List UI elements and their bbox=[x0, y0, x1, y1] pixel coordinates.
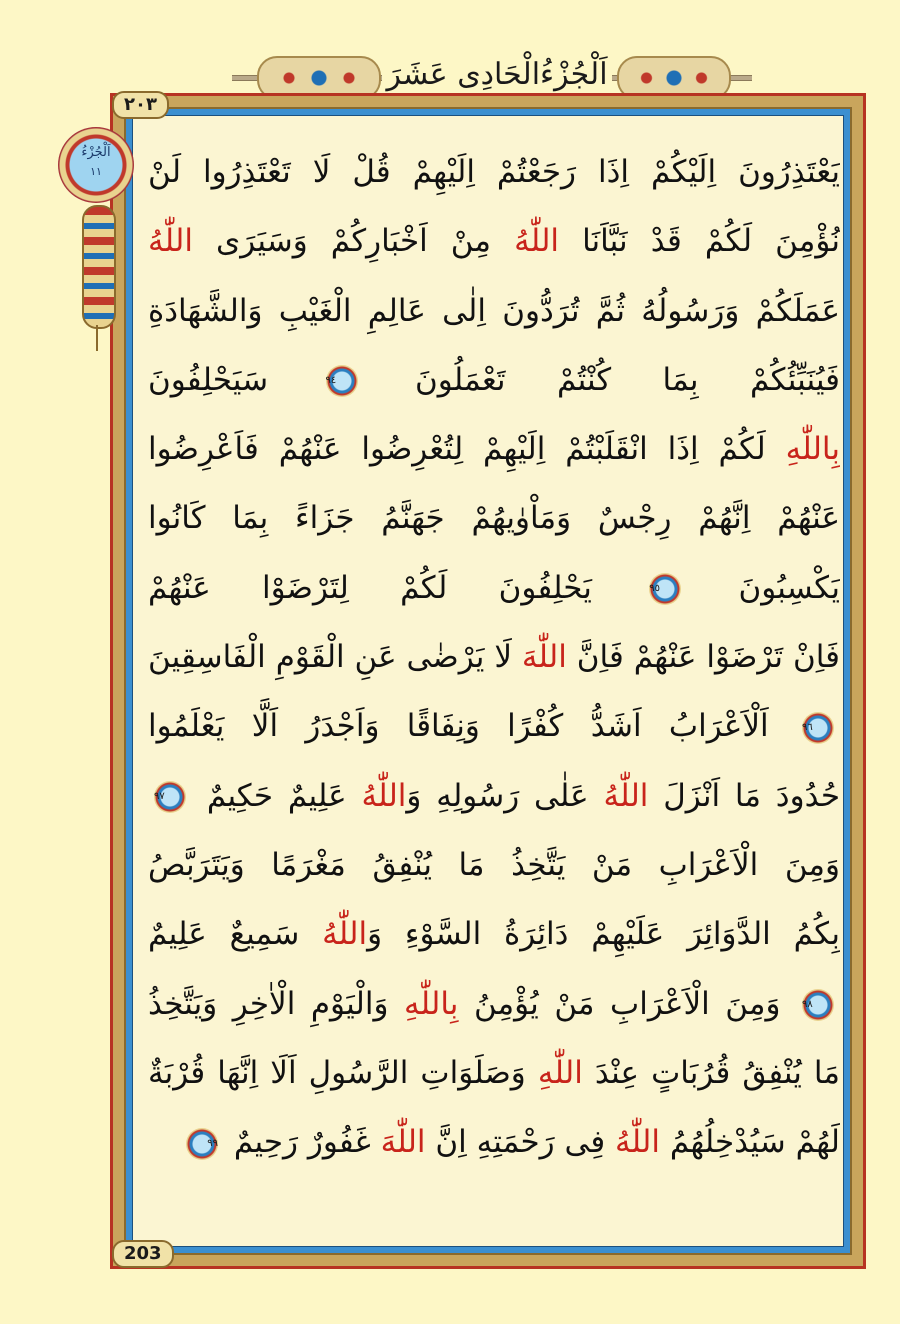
juz-number: ١١ bbox=[90, 165, 102, 178]
verse-text: وَصَلَوَاتِ الرَّسُولِ اَلَا اِنَّهَا قُرْبَةٌ bbox=[148, 1054, 538, 1091]
verse-line bbox=[148, 1039, 840, 1108]
verse-text: فَاِنْ تَرْضَوْا عَنْهُمْ فَاِنَّ bbox=[566, 639, 840, 676]
side-ornament-stem bbox=[96, 325, 98, 351]
verse-text: فَيُنَبِّئُكُمْ بِمَا كُنْتُمْ تَعْمَلُونَ bbox=[363, 361, 840, 398]
divine-name: اللّٰهُ bbox=[148, 223, 193, 260]
verse-text: وَمِنَ الْاَعْرَابِ مَنْ يُؤْمِنُ bbox=[458, 985, 796, 1022]
verse-line bbox=[148, 1108, 840, 1177]
ayah-number-marker: ٩٦ bbox=[802, 712, 834, 744]
verse-line bbox=[148, 692, 840, 761]
verse-text: وَالْيَوْمِ الْاٰخِرِ وَيَتَّخِذُ bbox=[148, 985, 404, 1022]
divine-name: اللّٰهُ bbox=[603, 777, 649, 814]
verse-text: سَيَحْلِفُونَ bbox=[148, 361, 320, 398]
verse-text: مَا يُنْفِقُ قُرُبَاتٍ عِنْدَ bbox=[582, 1054, 840, 1091]
page-number-arabic: ٢٠٣ bbox=[112, 91, 169, 119]
verse-line bbox=[148, 346, 840, 415]
verse-text: بِكُمُ الدَّوَائِرَ عَلَيْهِمْ دَائِرَةُ السَّوْءِ وَ bbox=[367, 916, 840, 953]
ayah-number-marker: ٩٩ bbox=[186, 1128, 218, 1160]
divine-name: بِاللّٰهِ bbox=[785, 431, 840, 468]
verse-text: يَحْلِفُونَ لَكُمْ لِتَرْضَوْا عَنْهُمْ bbox=[148, 569, 644, 606]
verse-line bbox=[148, 831, 840, 900]
verse-line bbox=[148, 900, 840, 969]
verse-text: مِنْ اَخْبَارِكُمْ وَسَيَرَى bbox=[192, 223, 515, 260]
side-ornament bbox=[82, 205, 116, 329]
juz-label: اَلْجُزْءُ bbox=[81, 145, 111, 160]
juz-title: اَلْجُزْءُالْحَادِى عَشَرَ bbox=[382, 52, 612, 98]
verse-line bbox=[148, 138, 840, 207]
divine-name: اللّٰهُ bbox=[514, 223, 560, 260]
divine-name: اللّٰهَ bbox=[521, 639, 567, 676]
verse-text: اَلْاَعْرَابُ اَشَدُّ كُفْرًا وَنِفَاقًا وَاَجْدَرُ اَلَّا يَعْلَمُوا bbox=[148, 708, 796, 745]
verse-text: نُؤْمِنَ لَكُمْ قَدْ نَبَّاَنَا bbox=[559, 223, 840, 260]
verse-line bbox=[148, 415, 840, 484]
verse-line bbox=[148, 207, 840, 276]
verse-text: عَلِيمٌ حَكِيمٌ bbox=[192, 777, 362, 814]
divine-name: اللّٰهُ bbox=[615, 1124, 660, 1161]
verse-text: سَمِيعٌ عَلِيمٌ bbox=[148, 916, 323, 953]
divine-name: اللّٰهُ bbox=[322, 916, 368, 953]
verse-line bbox=[148, 277, 840, 346]
verse-line bbox=[148, 484, 840, 553]
verse-line bbox=[148, 554, 840, 623]
ayah-number-marker: ٩٤ bbox=[326, 365, 358, 397]
verse-text: يَعْتَذِرُونَ اِلَيْكُمْ اِذَا رَجَعْتُمْ اِلَيْهِمْ قُلْ لَا تَعْتَذِرُوا لَنْ bbox=[148, 154, 840, 190]
verse-text: حُدُودَ مَا اَنْزَلَ bbox=[648, 777, 840, 814]
verse-line bbox=[148, 970, 840, 1039]
ayah-number-marker: ٩٧ bbox=[154, 781, 186, 813]
ayah-number-marker: ٩٨ bbox=[802, 989, 834, 1021]
divine-name: اللّٰهِ bbox=[537, 1054, 583, 1091]
divine-name: بِاللّٰهِ bbox=[404, 985, 459, 1022]
juz-medallion bbox=[58, 127, 134, 203]
verse-text: عَمَلَكُمْ وَرَسُولُهُ ثُمَّ تُرَدُّونَ اِلٰى عَالِمِ الْغَيْبِ وَالشَّهَادَةِ bbox=[148, 292, 840, 329]
page-number-latin: 203 bbox=[112, 1240, 174, 1268]
verse-text: عَنْهُمْ اِنَّهُمْ رِجْسٌ وَمَاْوٰيهُمْ جَهَنَّمُ جَزَاءً بِمَا كَانُوا bbox=[148, 500, 840, 537]
verse-text: يَكْسِبُونَ bbox=[687, 569, 840, 606]
verse-text: عَلٰى رَسُولِهِ وَ bbox=[406, 777, 604, 814]
ayah-number-marker: ٩٥ bbox=[649, 573, 681, 605]
verse-text: غَفُورٌ رَحِيمٌ bbox=[224, 1124, 381, 1161]
quran-text bbox=[148, 138, 840, 1248]
verse-text: وَمِنَ الْاَعْرَابِ مَنْ يَتَّخِذُ مَا يُنْفِقُ مَغْرَمًا وَيَتَرَبَّصُ bbox=[148, 846, 840, 883]
verse-text: فِى رَحْمَتِهِ اِنَّ bbox=[425, 1124, 616, 1161]
verse-line bbox=[148, 623, 840, 692]
verse-text: لَكُمْ اِذَا انْقَلَبْتُمْ اِلَيْهِمْ لِتُعْرِضُوا عَنْهُمْ فَاَعْرِضُوا bbox=[148, 431, 786, 468]
divine-name: اللّٰهُ bbox=[361, 777, 407, 814]
verse-text: لَهُمْ سَيُدْخِلُهُمُ bbox=[659, 1124, 840, 1161]
divine-name: اللّٰهَ bbox=[380, 1124, 426, 1161]
verse-line bbox=[148, 762, 840, 831]
verse-text: لَا يَرْضٰى عَنِ الْقَوْمِ الْفَاسِقِينَ bbox=[148, 639, 522, 676]
